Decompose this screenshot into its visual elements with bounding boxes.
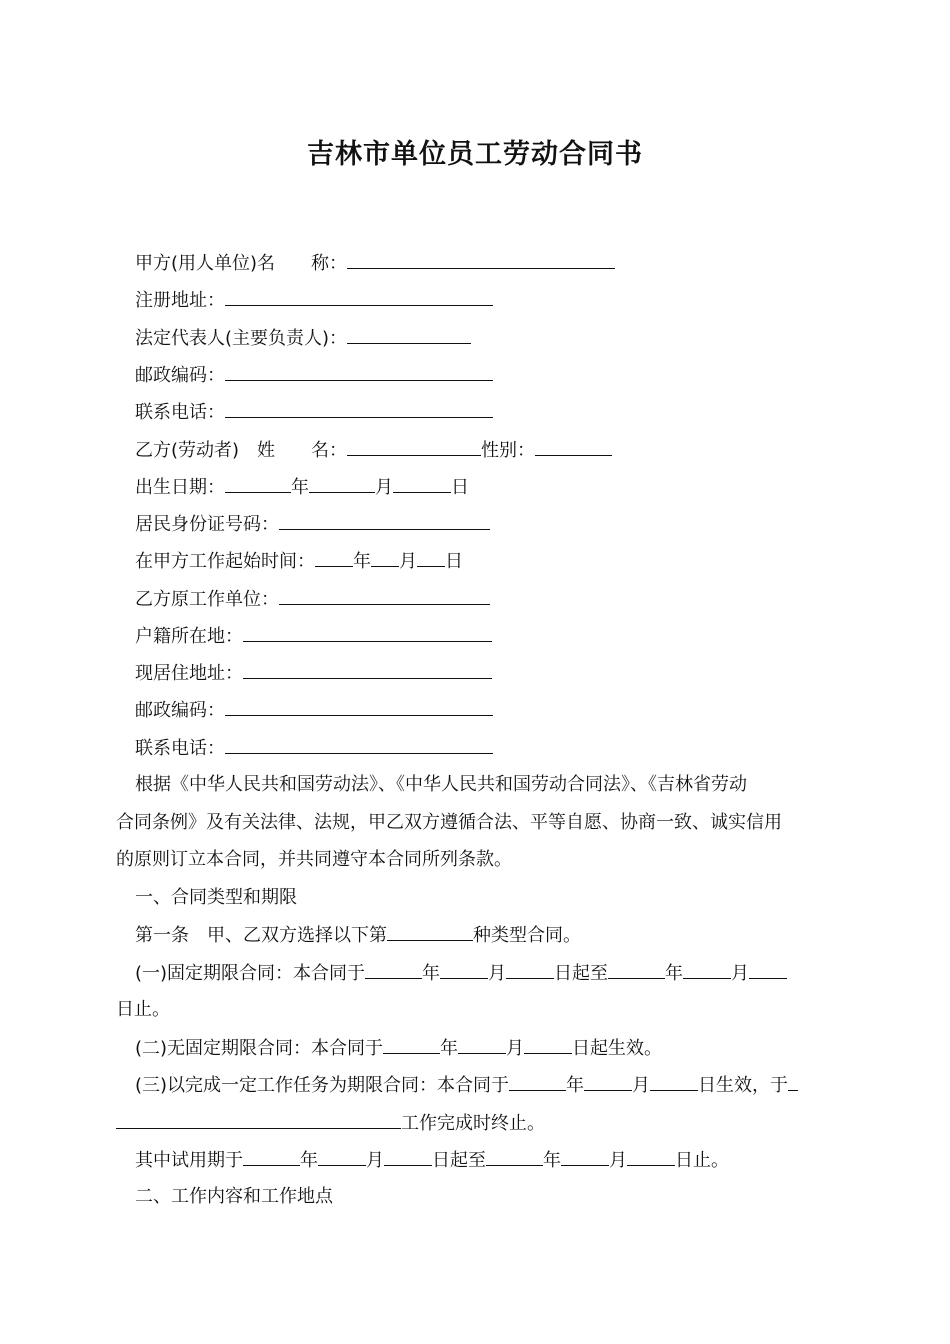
fixed-start-month-unit: 月: [488, 963, 507, 984]
probation-start-year-unit: 年: [300, 1150, 318, 1171]
party-a-legal-rep-line: [135, 326, 471, 351]
task-description-field[interactable]: [116, 1111, 401, 1129]
task-term-line: [135, 1073, 798, 1098]
task-month-field[interactable]: [584, 1073, 632, 1091]
start-month-unit: 月: [399, 551, 417, 572]
party-b-residence-line: [135, 661, 492, 686]
party-a-name-label: 甲方(用人单位)名 称：: [135, 253, 348, 274]
start-month-field[interactable]: [371, 549, 399, 567]
party-b-postcode-line: [135, 698, 493, 723]
birth-day-field[interactable]: [393, 475, 451, 493]
party-a-phone-field[interactable]: [225, 400, 493, 418]
party-a-phone-line: [135, 400, 493, 425]
task-month-unit: 月: [632, 1075, 651, 1096]
contract-type-field[interactable]: [387, 923, 473, 941]
probation-end-day-field[interactable]: [627, 1148, 675, 1166]
section-1-heading: 一、合同类型和期限: [135, 887, 297, 908]
party-b-name-label: 乙方(劳动者) 姓 名：: [135, 440, 348, 461]
party-b-postcode-field[interactable]: [225, 698, 493, 716]
probation-prefix: 其中试用期于: [135, 1150, 243, 1171]
probation-start-month-unit: 月: [366, 1150, 384, 1171]
probation-end-month-unit: 月: [609, 1150, 627, 1171]
fixed-end-year-unit: 年: [665, 963, 684, 984]
probation-mid: 日起至: [432, 1150, 486, 1171]
fixed-start-suffix: 日起至: [554, 963, 609, 984]
article-1-line: [135, 923, 581, 948]
party-b-postcode-label: 邮政编码：: [135, 700, 225, 721]
fixed-start-day-field[interactable]: [506, 961, 554, 979]
party-a-postcode-label: 邮政编码：: [135, 365, 225, 386]
party-a-address-line: [135, 288, 493, 313]
party-b-id-field[interactable]: [279, 512, 490, 530]
section-2-heading: 二、工作内容和工作地点: [135, 1186, 333, 1207]
party-a-address-label: 注册地址：: [135, 290, 225, 311]
fixed-term-prefix: (一)固定期限合同：本合同于: [135, 963, 366, 984]
party-b-household-field[interactable]: [243, 624, 492, 642]
party-b-residence-field[interactable]: [243, 661, 492, 679]
fixed-start-month-field[interactable]: [440, 961, 488, 979]
start-year-unit: 年: [353, 551, 371, 572]
probation-start-year-field[interactable]: [243, 1148, 300, 1166]
party-b-former-unit-label: 乙方原工作单位：: [135, 589, 279, 610]
party-b-start-line: [135, 549, 463, 574]
task-term-mid: 日生效，于: [698, 1075, 789, 1096]
fixed-start-year-unit: 年: [422, 963, 441, 984]
party-a-name-line: [135, 251, 615, 276]
party-a-legal-rep-field[interactable]: [347, 326, 471, 344]
fixed-end-day-field[interactable]: [749, 961, 787, 979]
party-b-birth-line: [135, 475, 469, 500]
task-term-prefix: (三)以完成一定工作任务为期限合同：本合同于: [135, 1075, 510, 1096]
probation-end: 日止。: [675, 1150, 729, 1171]
probation-end-year-field[interactable]: [486, 1148, 543, 1166]
party-b-start-label: 在甲方工作起始时间：: [135, 551, 315, 572]
party-a-legal-rep-label: 法定代表人(主要负责人)：: [135, 328, 348, 349]
document-title: 吉林市单位员工劳动合同书: [307, 139, 643, 170]
party-b-household-label: 户籍所在地：: [135, 626, 243, 647]
party-b-phone-label: 联系电话：: [135, 738, 225, 759]
birth-month-field[interactable]: [309, 475, 375, 493]
party-b-name-line: [135, 438, 612, 463]
party-b-gender-field[interactable]: [535, 438, 612, 456]
probation-end-month-field[interactable]: [561, 1148, 609, 1166]
party-b-phone-line: [135, 736, 493, 761]
birth-year-unit: 年: [291, 477, 309, 498]
party-a-postcode-field[interactable]: [225, 363, 493, 381]
fixed-end-year-field[interactable]: [608, 961, 665, 979]
probation-start-month-field[interactable]: [318, 1148, 366, 1166]
party-b-former-unit-field[interactable]: [279, 587, 490, 605]
start-day-unit: 日: [445, 551, 463, 572]
probation-line: [135, 1148, 729, 1173]
open-term-suffix: 日起生效。: [572, 1038, 663, 1059]
party-b-phone-field[interactable]: [225, 736, 493, 754]
task-day-field[interactable]: [650, 1073, 698, 1091]
birth-month-unit: 月: [375, 477, 393, 498]
birth-day-unit: 日: [451, 477, 469, 498]
task-term-end-line: [116, 1111, 545, 1136]
party-b-residence-label: 现居住地址：: [135, 663, 243, 684]
task-year-unit: 年: [566, 1075, 585, 1096]
open-day-field[interactable]: [524, 1036, 572, 1054]
party-b-id-label: 居民身份证号码：: [135, 514, 279, 535]
party-b-former-unit-line: [135, 587, 490, 612]
party-b-household-line: [135, 624, 492, 649]
fixed-end-month-unit: 月: [731, 963, 750, 984]
start-day-field[interactable]: [417, 549, 445, 567]
party-b-birth-label: 出生日期：: [135, 477, 225, 498]
open-month-unit: 月: [506, 1038, 525, 1059]
party-b-id-line: [135, 512, 490, 537]
fixed-term-line: [135, 961, 787, 986]
open-year-unit: 年: [440, 1038, 459, 1059]
party-a-address-field[interactable]: [225, 288, 493, 306]
open-month-field[interactable]: [458, 1036, 506, 1054]
article-1-prefix: 第一条 甲、乙双方选择以下第: [135, 925, 387, 946]
fixed-term-end-line: 日止。: [116, 999, 170, 1020]
task-description-field-start[interactable]: [788, 1073, 798, 1091]
probation-start-day-field[interactable]: [384, 1148, 432, 1166]
task-term-end: 工作完成时终止。: [401, 1113, 545, 1134]
fixed-start-year-field[interactable]: [365, 961, 422, 979]
party-a-postcode-line: [135, 363, 493, 388]
open-term-prefix: (二)无固定期限合同：本合同于: [135, 1038, 384, 1059]
open-term-line: [135, 1036, 662, 1061]
probation-end-year-unit: 年: [543, 1150, 561, 1171]
open-year-field[interactable]: [383, 1036, 440, 1054]
party-b-gender-label: 性别：: [481, 440, 536, 461]
party-a-phone-label: 联系电话：: [135, 402, 225, 423]
task-year-field[interactable]: [509, 1073, 566, 1091]
party-a-name-field[interactable]: [347, 251, 615, 269]
start-year-field[interactable]: [315, 549, 353, 567]
preamble-line-2: 合同条例》及有关法律、法规，甲乙双方遵循合法、平等自愿、协商一致、诚实信用: [116, 812, 782, 833]
preamble-line-1: 根据《中华人民共和国劳动法》、《中华人民共和国劳动合同法》、《吉林省劳动: [135, 774, 747, 795]
fixed-end-month-field[interactable]: [683, 961, 731, 979]
preamble-line-3: 的原则订立本合同，并共同遵守本合同所列条款。: [116, 849, 512, 870]
party-b-name-field[interactable]: [347, 438, 481, 456]
article-1-suffix: 种类型合同。: [473, 925, 581, 946]
birth-year-field[interactable]: [225, 475, 291, 493]
